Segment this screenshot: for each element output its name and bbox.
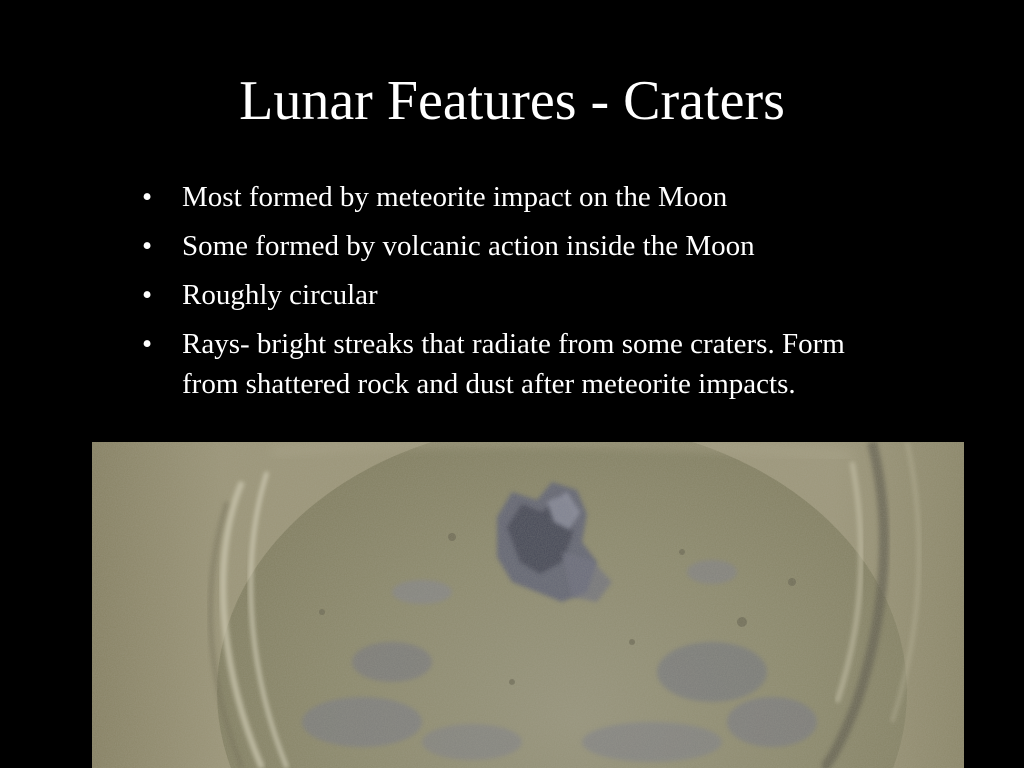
bullet-dot-icon: •	[142, 328, 153, 360]
slide-title: Lunar Features - Craters	[239, 70, 785, 132]
bullet-item	[140, 177, 900, 217]
bullet-text: Rays- bright streaks that radiate from some craters. Form from shattered rock and dust after meteorite impacts.	[182, 328, 845, 400]
crater-photo	[92, 442, 964, 768]
bullet-dot-icon: •	[142, 230, 153, 262]
bullet-item	[140, 275, 900, 315]
bullet-item	[140, 324, 900, 404]
bullet-dot-icon: •	[142, 279, 153, 311]
surface-texture	[92, 442, 964, 768]
bullet-dot-icon: •	[142, 181, 153, 213]
bullet-text: Some formed by volcanic action inside the Moon	[182, 230, 755, 262]
bullet-text: Roughly circular	[182, 279, 378, 311]
crater-photo-illustration	[92, 442, 964, 768]
bullet-list	[140, 177, 900, 413]
bullet-item	[140, 226, 900, 266]
bullet-text: Most formed by meteorite impact on the Moon	[182, 181, 728, 213]
